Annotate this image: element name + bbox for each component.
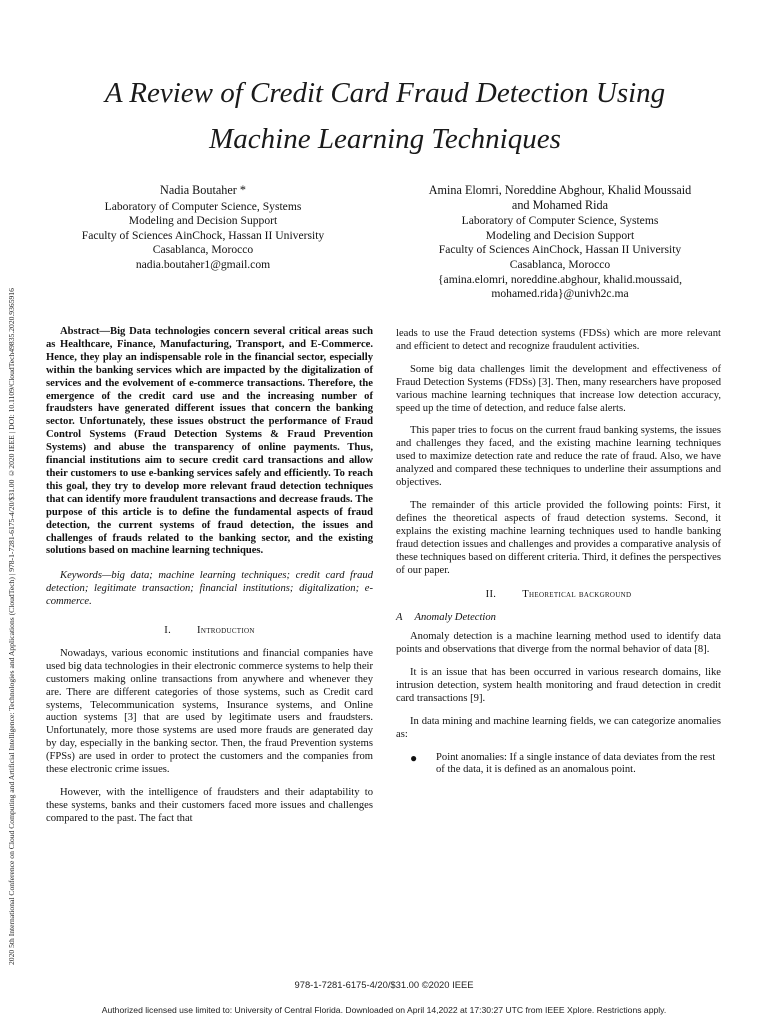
affiliation-line: Casablanca, Morocco bbox=[509, 257, 611, 271]
affiliation-line: Laboratory of Computer Science, Systems bbox=[461, 214, 659, 228]
right-paragraph-1: leads to use the Fraud detection systems (FDSs) which are more relevant and efficient to detect and recognize fraudulent activities. bbox=[396, 328, 721, 352]
author-email: {amina.elomri, noreddine.abghour, khalid.moussaid, bbox=[437, 272, 682, 286]
title-line-1: A Review of Credit Card Fraud Detection Using bbox=[104, 77, 666, 109]
section-number: II. bbox=[485, 589, 497, 601]
affiliation-line: Faculty of Sciences AinChock, Hassan II University bbox=[438, 243, 682, 257]
subsection-letter: A bbox=[396, 612, 403, 624]
doi-sidebar: 2020 5th International Conference on Cloud Computing and Artificial Intelligence: Technologies and Applications (CloudTech) | 978-1-7281-6175-4/20/$31.00 ©2020 IEEE | DOI: 10.1109/CloudTech49835.2020.9365916 bbox=[7, 288, 16, 965]
author-block-left bbox=[58, 183, 348, 273]
anomaly-paragraph-3: In data mining and machine learning fields, we can categorize anomalies as: bbox=[396, 715, 721, 740]
affiliation-line: Casablanca, Morocco bbox=[152, 243, 254, 257]
right-paragraph-3: This paper tries to focus on the current fraud banking systems, the issues and challenges they faced, and the existing machine learning techniques used to maximize detection rate and reduce the rate of fraud. Also, we have analyzed and compared these techniques to underline their assumptions and objectives. bbox=[396, 425, 721, 489]
left-column bbox=[46, 326, 373, 836]
abstract: Abstract—Big Data technologies concern several critical areas such as Healthcare, Finance, Manufacturing, Transport, and E-Commerce. Hence, they play an indispensable role in the financial sector, especially within the banking services which are impacted by the digitalization of services and the evolvement of e-commerce transactions. Therefore, the emergence of the credit card use and the increasing number of fraudsters have generated different issues that concern the banking sector. Unfortunately, these issues obstruct the performance of Fraud Control Systems (Fraud Detection Systems & Fraud Prevention Systems) and abuse the transparency of online payments. Thus, financial institutions aim to secure credit card transactions and allow their customers to use e-banking services safely and efficiently. To reach this goal, they try to develop more relevant fraud detection techniques that can identify more fraudulent transactions and decrease frauds. The purpose of this article is to define the fundamental aspects of fraud detection, the current systems of fraud detection, the issues and challenges of frauds related to the banking sector, and the existing solutions based on machine learning techniques. bbox=[46, 326, 373, 557]
author-email: nadia.boutaher1@gmail.com bbox=[135, 257, 271, 271]
subsection-heading-anomaly bbox=[396, 612, 721, 625]
section-title: Theoretical background bbox=[522, 589, 632, 601]
right-paragraph-2: Some big data challenges limit the development and effectiveness of Fraud Detection Systems (FDSs) [3]. Then, many researchers have proposed various machine learning techniques that increase low detection accuracy, speed up the time of detection, and reduce false alerts. bbox=[396, 363, 721, 414]
intro-paragraph-2: However, with the intelligence of fraudsters and their adaptability to these systems, banks and their customers faced more issues and challenges compared to the past. The fact that bbox=[46, 787, 373, 824]
bullet-point-anomalies bbox=[410, 752, 721, 778]
author-names-cont: and Mohamed Rida bbox=[511, 197, 609, 212]
section-title: Introduction bbox=[197, 625, 255, 637]
footer-copyright: 978-1-7281-6175-4/20/$31.00 ©2020 IEEE bbox=[294, 979, 474, 990]
author-name: Nadia Boutaher * bbox=[160, 183, 246, 197]
intro-paragraph-1: Nowadays, various economic institutions and financial companies have used big data technologies in their electronic commerce systems to help their customers making online transactions from anywhere and whenever they are. There are different categories of those systems, such as Credit card systems, Telecommunication systems, Insurance systems, and Online auction systems [3] that are used by legitimate users and fraudsters. Unfortunately, more those systems are used more frauds are generated day by day, especially in the banking sector. Then, the fraud Prevention systems (FPSs) are used in order to protect the customers and the companies from these electronic crime issues. bbox=[46, 647, 373, 776]
anomaly-paragraph-1: Anomaly detection is a machine learning method used to identify data points and observations that diverge from the normal behavior of data [8]. bbox=[396, 631, 721, 656]
section-heading-theoretical bbox=[396, 589, 721, 602]
title-line-2: Machine Learning Techniques bbox=[209, 123, 561, 155]
right-column bbox=[396, 328, 721, 777]
author-block-right bbox=[390, 183, 730, 302]
affiliation-line: Modeling and Decision Support bbox=[128, 214, 278, 228]
bullet-icon: ● bbox=[410, 750, 418, 765]
paper-title bbox=[40, 70, 730, 162]
license-notice: Authorized licensed use limited to: University of Central Florida. Downloaded on April 14,2022 at 17:30:27 UTC from IEEE Xplore. Restrictions apply. bbox=[101, 1005, 667, 1015]
right-paragraph-4: The remainder of this article provided the following points: First, it defines the theoretical aspects of fraud detection systems. Second, it explains the existing machine learning techniques used to handle banking fraud detection issues and challenges and provides a comparative analysis of these techniques based on different criteria. Third, it defines the perspectives of our paper. bbox=[396, 499, 721, 576]
bullet-text: Point anomalies: If a single instance of data deviates from the rest of the data, it is defined as an anomalous point. bbox=[436, 751, 716, 776]
section-heading-introduction bbox=[46, 625, 373, 638]
section-number: I. bbox=[164, 625, 172, 637]
affiliation-line: Modeling and Decision Support bbox=[485, 228, 635, 242]
affiliation-line: Laboratory of Computer Science, Systems bbox=[104, 199, 302, 213]
anomaly-paragraph-2: It is an issue that has been occurred in various research domains, like intrusion detection, system health monitoring and fraud detection in credit card transactions [9]. bbox=[396, 667, 721, 704]
affiliation-line: Faculty of Sciences AinChock, Hassan II University bbox=[81, 228, 325, 242]
keywords: Keywords—big data; machine learning techniques; credit card fraud detection; legitimate transaction; financial institutions; digitalization; e-commerce. bbox=[46, 570, 373, 608]
author-names: Amina Elomri, Noreddine Abghour, Khalid Moussaid bbox=[428, 183, 692, 197]
subsection-title: Anomaly Detection bbox=[414, 612, 496, 624]
author-email-cont: mohamed.rida}@univh2c.ma bbox=[491, 287, 629, 301]
